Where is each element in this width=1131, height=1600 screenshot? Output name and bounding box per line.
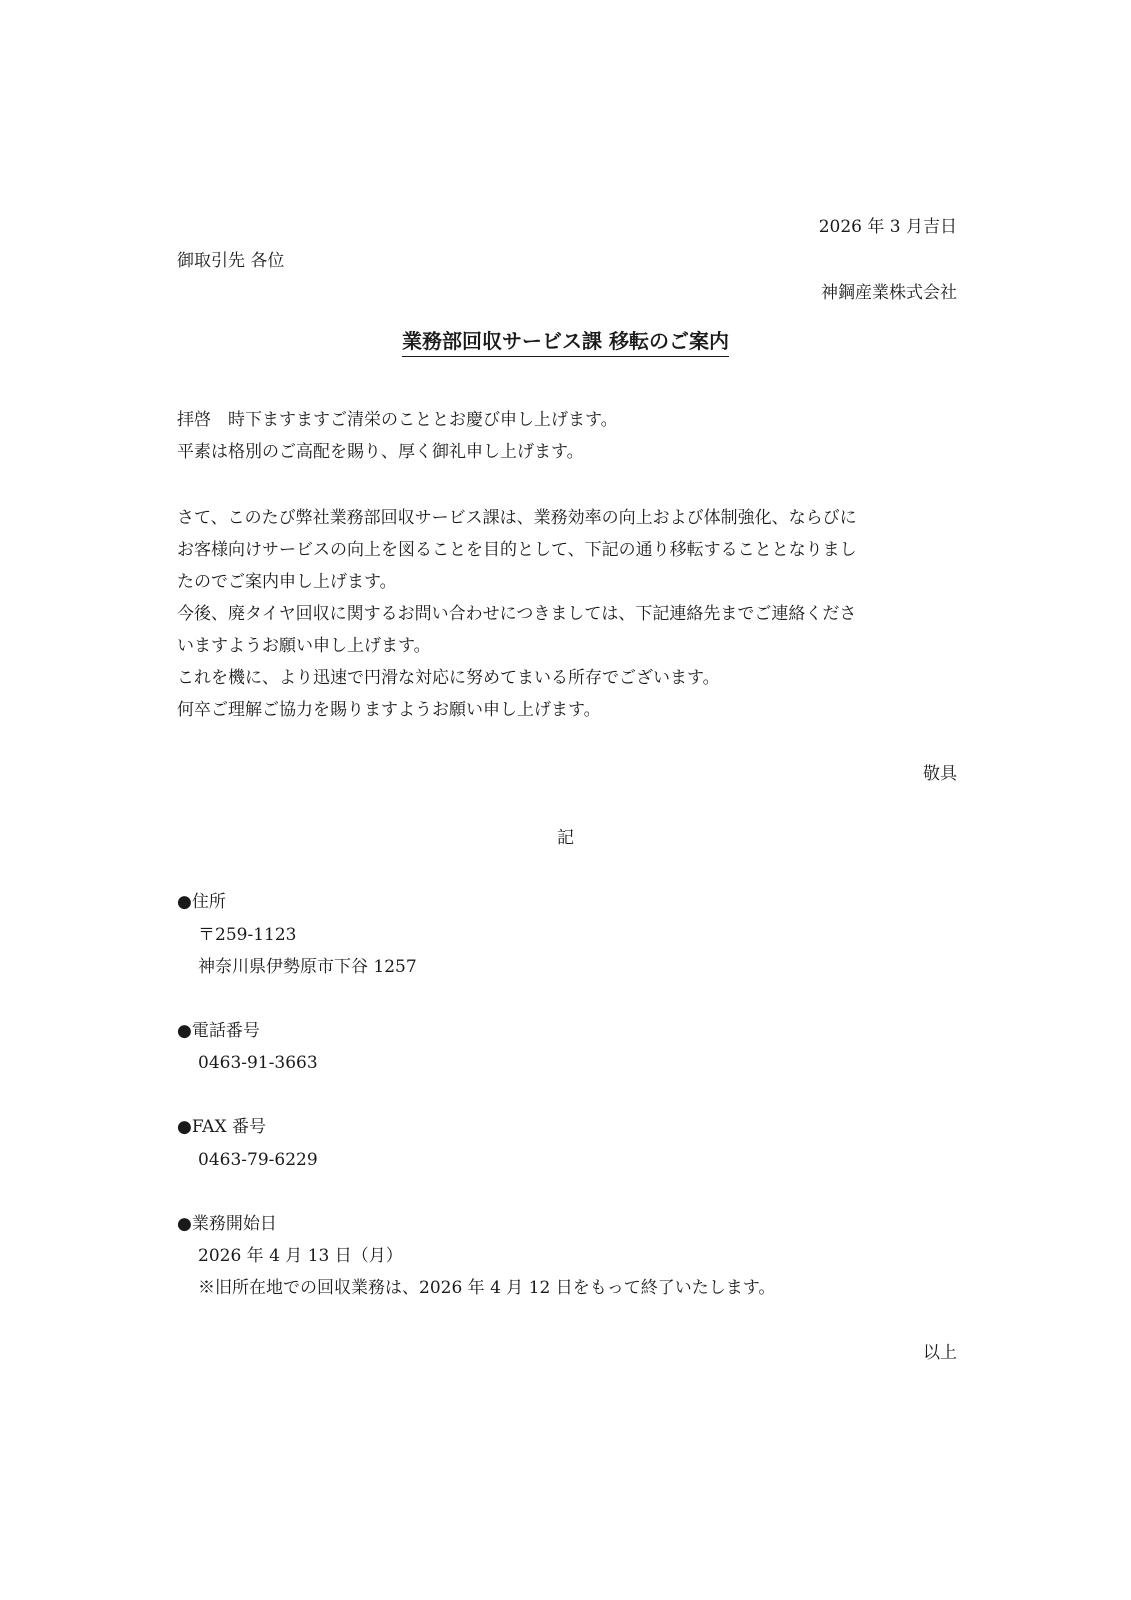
closing-keigu: 敬具 [923,764,957,784]
phone-heading [177,1023,260,1040]
start-heading-text: 業務開始日 [191,1214,277,1234]
letter-title-text: 業務部回収サービス課 移転のご案内 [402,329,729,357]
letter-title [0,331,1131,351]
street-address: 神奈川県伊勢原市下谷 1257 [198,957,417,977]
greeting-line: 平素は格別のご高配を賜り、厚く御礼申し上げます。 [177,442,584,462]
sender-company: 神鋼産業株式会社 [821,283,957,303]
body-line: さて、このたび弊社業務部回収サービス課は、業務効率の向上および体制強化、ならびに [177,508,857,528]
fax-heading-text: FAX 番号 [191,1117,266,1137]
body-line: これを機に、より迅速で円滑な対応に努めてまいる所存でございます。 [177,668,720,688]
phone-number: 0463-91-3663 [198,1053,318,1073]
body-line: 何卒ご理解ご協力を賜りますようお願い申し上げます。 [177,700,601,720]
ki-heading: 記 [557,828,574,848]
fax-number: 0463-79-6229 [198,1150,318,1170]
address-heading [177,894,226,911]
body-paragraph [177,502,967,726]
body-line: お客様向けサービスの向上を図ることを目的として、下記の通り移転することとなりまし [177,540,857,560]
postal-code: 〒259-1123 [198,925,297,945]
start-heading [177,1216,277,1233]
phone-heading-text: 電話番号 [191,1021,260,1041]
greeting-paragraph [177,404,967,468]
address-heading-text: 住所 [191,892,226,912]
letter-date: 2026 年 3 月吉日 [818,217,957,237]
body-line: いますようお願い申し上げます。 [177,636,431,656]
start-note: ※旧所在地での回収業務は、2026 年 4 月 12 日をもって終了いたします。 [198,1278,776,1298]
closing-ijou: 以上 [923,1343,957,1363]
recipient: 御取引先 各位 [177,251,285,271]
greeting-line: 拝啓 時下ますますご清栄のこととお慶び申し上げます。 [177,410,618,430]
body-line: 今後、廃タイヤ回収に関するお問い合わせにつきましては、下記連絡先までご連絡くださ [177,604,857,624]
body-line: たのでご案内申し上げます。 [177,572,397,592]
fax-heading [177,1119,266,1136]
start-date: 2026 年 4 月 13 日（月） [198,1246,403,1266]
